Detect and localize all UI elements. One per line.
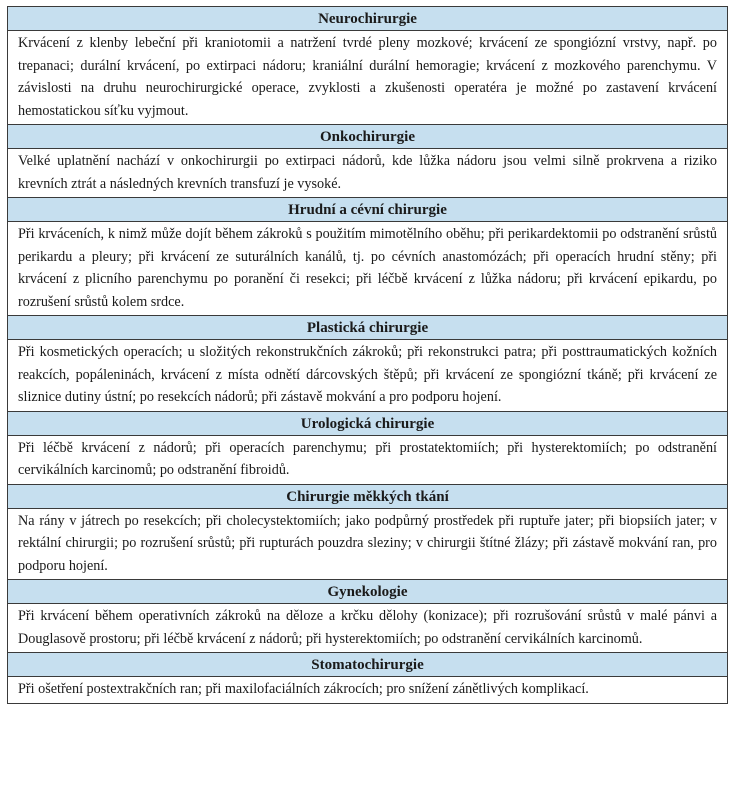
section-title: Hrudní a cévní chirurgie: [8, 198, 727, 222]
section-text: Při krvácení během operativních zákroků na děloze a krčku dělohy (konizace); při rozrušování srůstů v malé pánvi a Douglasově prostoru; při léčbě krvácení z nádorů; při hysterektomiích; po odstranění cervikálních karcinomů.: [8, 604, 727, 652]
section-neurochirurgie: [8, 7, 727, 124]
indications-table: [7, 6, 728, 704]
section-text: Krvácení z klenby lebeční při kraniotomii a natržení tvrdé pleny mozkové; krvácení ze spongiózní vrstvy, např. po trepanaci; durální krvácení, po extirpaci nádoru; kraniální durální hemoragie; krvácení z mozkového parenchymu. V závislosti na druhu neurochirurgické operace, zvyklosti a zkušenosti operatéra je možné po zastavení krvácení hemostatickou síťku vyjmout.: [8, 31, 727, 124]
section-title: Chirurgie měkkých tkání: [8, 485, 727, 509]
section-title: Plastická chirurgie: [8, 316, 727, 340]
section-urologicka-chirurgie: [8, 411, 727, 484]
section-text: Při kosmetických operacích; u složitých rekonstrukčních zákroků; při rekonstrukci patra; při posttraumatických kožních reakcích, popáleninách, krvácení z místa odnětí dárcovských štěpů; při krvácení ze spongiózní tkáně; při krvácení ze sliznice dutiny ústní; po resekcích nádorů; při zástavě mokvání a pro podporu hojení.: [8, 340, 727, 411]
section-text: Na rány v játrech po resekcích; při cholecystektomiích; jako podpůrný prostředek při ruptuře jater; při biopsiích jater; v rektální chirurgii; po rozrušení srůstů; při rupturách pouzdra sleziny; v chirurgii štítné žlázy; při zástavě mokvání ran, pro podporu hojení.: [8, 509, 727, 580]
section-gynekologie: [8, 579, 727, 652]
section-title: Onkochirurgie: [8, 125, 727, 149]
section-title: Neurochirurgie: [8, 7, 727, 31]
section-onkochirurgie: [8, 124, 727, 197]
section-stomatochirurgie: [8, 652, 727, 703]
section-text: Při ošetření postextrakčních ran; při maxilofaciálních zákrocích; pro snížení zánětlivých komplikací.: [8, 677, 727, 703]
section-plasticka-chirurgie: [8, 315, 727, 411]
section-title: Stomatochirurgie: [8, 653, 727, 677]
section-title: Gynekologie: [8, 580, 727, 604]
section-hrudni-cevni-chirurgie: [8, 197, 727, 315]
section-chirurgie-mekkych-tkani: [8, 484, 727, 580]
section-text: Při krváceních, k nimž může dojít během zákroků s použitím mimotělního oběhu; při perikardektomii po odstranění srůstů perikardu a pleury; při krvácení ze suturálních kanálů, tj. po cévních anastomózách; při operacích hrudní stěny; při krvácení z plicního parenchymu po poranění či resekci; při léčbě krvácení z lůžka nádoru; při krvácení epikardu, po rozrušení srůstů kolem srdce.: [8, 222, 727, 315]
section-text: Při léčbě krvácení z nádorů; při operacích parenchymu; při prostatektomiích; při hysterektomiích; po odstranění cervikálních karcinomů; po odstranění fibroidů.: [8, 436, 727, 484]
section-text: Velké uplatnění nachází v onkochirurgii po extirpaci nádorů, kde lůžka nádoru jsou velmi silně prokrvena a riziko krevních ztrát a následných krevních transfuzí je vysoké.: [8, 149, 727, 197]
section-title: Urologická chirurgie: [8, 412, 727, 436]
